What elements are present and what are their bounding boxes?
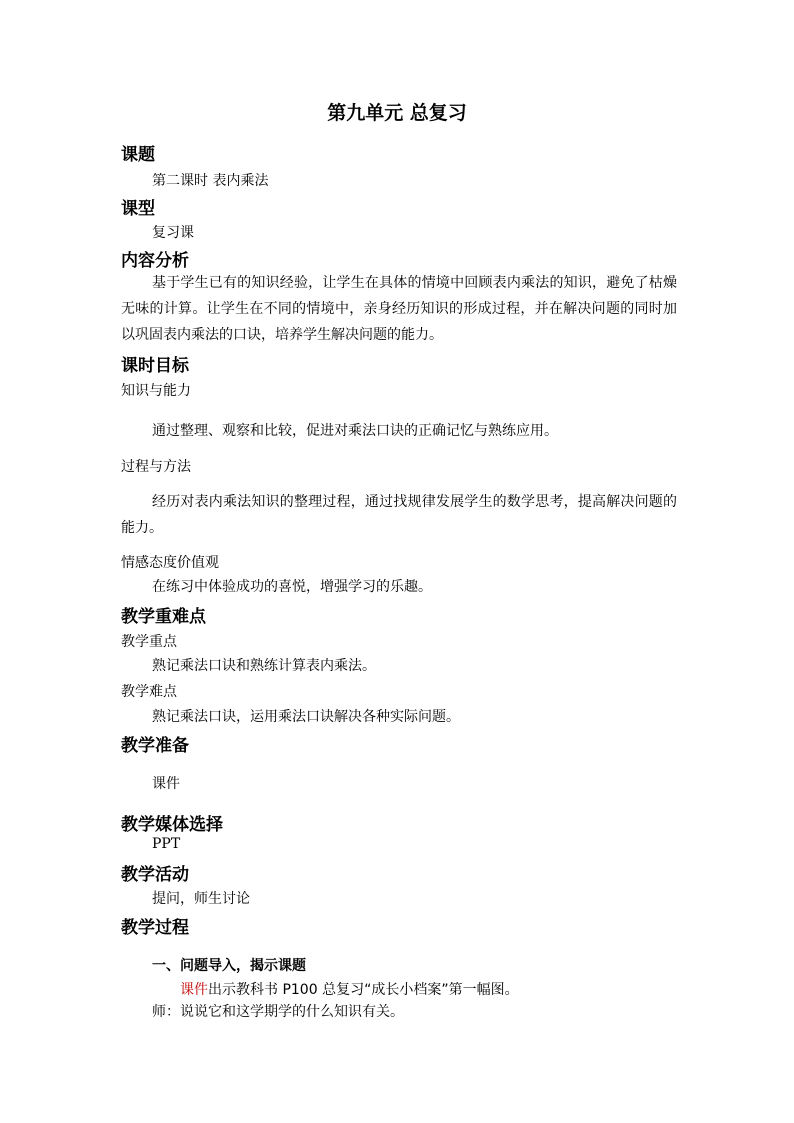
- key-focus-label: 教学重点: [121, 634, 177, 650]
- key-points-heading: 教学重难点: [121, 607, 206, 627]
- analysis-text: 基于学生已有的知识经验，让学生在具体的情境中回顾表内乘法的知识，避免了枯燥无味的计算。让学生在不同的情境中，亲身经历知识的形成过程，并在解决问题的同时加以巩固表内乘法的口诀，培养学生解决问题的能力。: [121, 275, 677, 343]
- goals-emotion-text: 在练习中体验成功的喜悦，增强学习的乐趣。: [152, 579, 432, 595]
- topic-text: 第二课时 表内乘法: [152, 173, 269, 189]
- preparation-heading: 教学准备: [121, 736, 189, 756]
- key-focus-text: 熟记乘法口诀和熟练计算表内乘法。: [152, 658, 376, 674]
- media-heading: 教学媒体选择: [121, 815, 223, 835]
- page-title: 第九单元 总复习: [327, 102, 467, 124]
- key-difficulty-label: 教学难点: [121, 684, 177, 700]
- process-heading: 教学过程: [121, 918, 189, 938]
- goals-heading: 课时目标: [121, 356, 189, 376]
- key-difficulty-text: 熟记乘法口诀，运用乘法口诀解决各种实际问题。: [152, 709, 460, 725]
- goals-process-text: 经历对表内乘法知识的整理过程，通过找规律发展学生的数学思考，提高解决问题的能力。: [121, 494, 677, 536]
- activity-text: 提问，师生讨论: [152, 891, 250, 907]
- activity-heading: 教学活动: [121, 865, 189, 885]
- process-line-2: 师：说说它和这学期学的什么知识有关。: [152, 1004, 404, 1020]
- goals-emotion-label: 情感态度价值观: [121, 555, 219, 571]
- type-heading: 课型: [121, 199, 155, 219]
- process-line-1: [180, 979, 519, 999]
- preparation-text: 课件: [152, 776, 180, 792]
- type-text: 复习课: [152, 225, 194, 241]
- goals-process-label: 过程与方法: [121, 459, 191, 475]
- process-line-1-rest: 出示教科书 P100 总复习“成长小档案”第一幅图。: [208, 982, 519, 998]
- goals-knowledge-label: 知识与能力: [121, 383, 191, 399]
- analysis-heading: 内容分析: [121, 251, 189, 271]
- topic-heading: 课题: [121, 145, 155, 165]
- goals-knowledge-text: 通过整理、观察和比较，促进对乘法口诀的正确记忆与熟练应用。: [152, 423, 558, 439]
- process-section-1: 一、问题导入，揭示课题: [152, 958, 306, 974]
- courseware-highlight: 课件: [180, 982, 208, 998]
- media-text: PPT: [152, 836, 181, 852]
